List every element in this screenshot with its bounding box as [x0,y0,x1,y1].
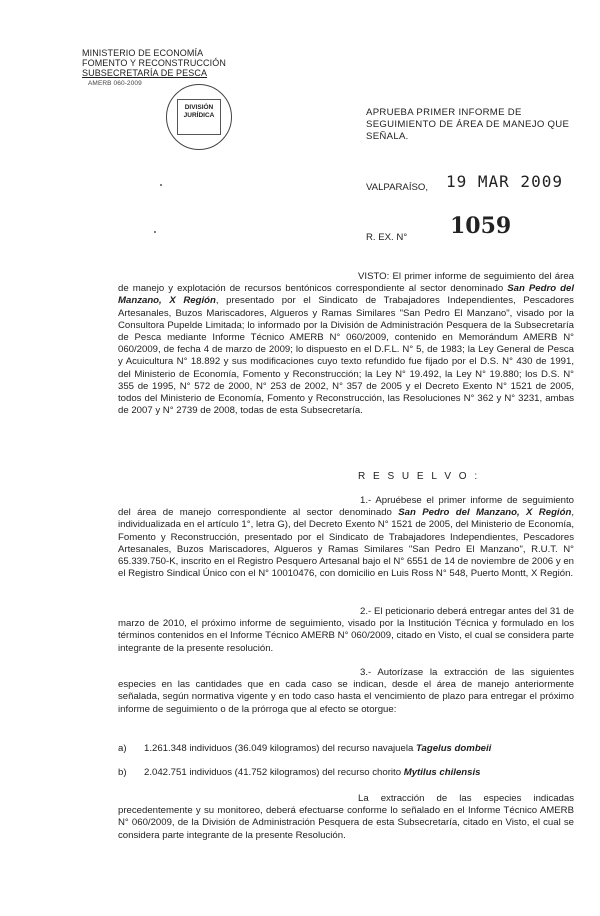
item-species: Mytilus chilensis [403,767,481,778]
closing-text: La extracción de las especies indicadas precedentemente y su monitoreo, deberá efectuarse conforme lo señalado en el Informe Técnico AMERB N° 060/2009, de la División de Administración Pesquera de esta Subsecretaría, citado en Visto, el cual se considera parte integrante de la presente Resolución. [118,793,574,841]
item-text: 1.261.348 individuos (36.049 kilogramos) del recurso navajuela [144,743,416,754]
point-1-number: 1.- [360,495,372,506]
point-3-text: Autorízase la extracción de las siguientes especies en las cantidades que en cada caso se indican, desde el área de manejo anteriormente señalada, según normativa vigente y en todo caso hasta el vencimiento de plazo para entregar el próximo informe de seguimiento o de la prórroga que al efecto se otorgue: [118,667,575,715]
visto-text-2: , presentado por el Sindicato de Trabajadores Independientes, Pescadores Artesanales, Buzos Mariscadores, Algueros y Ramas Similares "San Pedro El Manzano", visado por la Consultora Pupelde Limitada; lo informado por la División de Administración Pesquera de la Subsecretaría de Pesca mediante Informe Técnico AMERB N° 060/2009, contenido en Memorándum AMERB N° 060/2009, de fecha 4 de marzo de 2009; lo dispuesto en el D.F.L. N° 5, de 1983; la Ley General de Pesca y Acuicultura N° 18.892 y sus modificaciones cuyo texto refundido fue fijado por el D.S. N° 430 de 1991, del Ministerio de Economía, Fomento y Reconstrucción; la Ley N° 19.492, la Ley N° 19.880; los D.S. N° 355 de 1995, N° 572 de 2000, N° 253 de 2002, N° 357 de 2005 y el Decreto Exento N° 1521 de 2005, todos del Ministerio de Economía, Fomento y Reconstrucción, las Resoluciones N° 362 y N° 3231, ambas de 2007 y N° 2739 de 2008, todas de esta Subsecretaría. [118,295,574,417]
scan-speck [160,184,162,186]
point-1-text-1: Apruébese el primer informe de seguimiento del área de manejo correspondiente al sector denominado [118,495,574,519]
resuelvo-heading: R E S U E L V O : [358,471,480,482]
item-marker: b) [118,767,127,778]
point-1 [118,495,574,580]
item-species: Tagelus dombeii [416,743,492,754]
visto-sector: San Pedro del Manzano, X Región [118,283,574,307]
point-1-text-2: , individualizada en el artículo 1°, letra G), del Decreto Exento N° 1521 de 2005, del Ministerio de Economía, Fomento y Reconstrucción, presentado por el Sindicato de Trabajadores Independientes, Pescadores Artesanales, Buzos Mariscadores, Algueros y Ramas Similares "San Pedro El Manzano", R.U.T. N° 65.339.750-K, inscrito en el Registro Pesquero Artesanal bajo el N° 6551 de 14 de noviembre de 2006 y en el Registro Sindical Único con el N° 10010476, con domicilio en Luis Ross N° 548, Puerto Montt, X Región. [118,507,574,580]
closing-paragraph [118,793,574,842]
visto-lead: VISTO: [358,271,390,282]
ministry-subtitle: FOMENTO Y RECONSTRUCCIÓN [82,58,226,68]
scan-speck [154,231,156,233]
point-2-text: El peticionario deberá entregar antes del 31 de marzo de 2010, el próximo informe de seguimiento, visado por la Institución Técnica y formulado en los términos contenidos en el Informe Técnico AMERB N° 060/2009, citado en Visto, el cual se considera parte integrante de la presente resolución. [118,606,574,654]
place-label: VALPARAÍSO, [366,182,429,193]
resolution-number: 1059 [450,213,512,239]
visto-text-1: El primer informe de seguimiento del área de manejo y explotación de recursos bentónicos correspondiente al sector denominado [118,271,574,295]
resolution-number-label: R. EX. N° [366,232,408,243]
ministry-name: MINISTERIO DE ECONOMÍA [82,48,204,58]
visto-paragraph [118,271,574,417]
resolution-subject: APRUEBA PRIMER INFORME DE SEGUIMIENTO DE ÁREA DE MANEJO QUE SEÑALA. [366,107,570,142]
file-reference: AMERB 060-2009 [88,80,142,87]
seal-label: DIVISIÓN JURÍDICA [177,99,221,135]
subsecretariat-name: SUBSECRETARÍA DE PESCA [82,68,208,78]
point-2-number: 2.- [360,606,372,617]
point-1-sector: San Pedro del Manzano, X Región [398,507,572,519]
division-seal [166,84,232,150]
item-text: 2.042.751 individuos (41.752 kilogramos) del recurso chorito [144,767,404,778]
point-3 [118,667,574,716]
item-marker: a) [118,743,127,754]
date-stamp: 19 MAR 2009 [446,172,563,191]
point-2 [118,606,574,655]
point-3-number: 3.- [360,667,372,678]
